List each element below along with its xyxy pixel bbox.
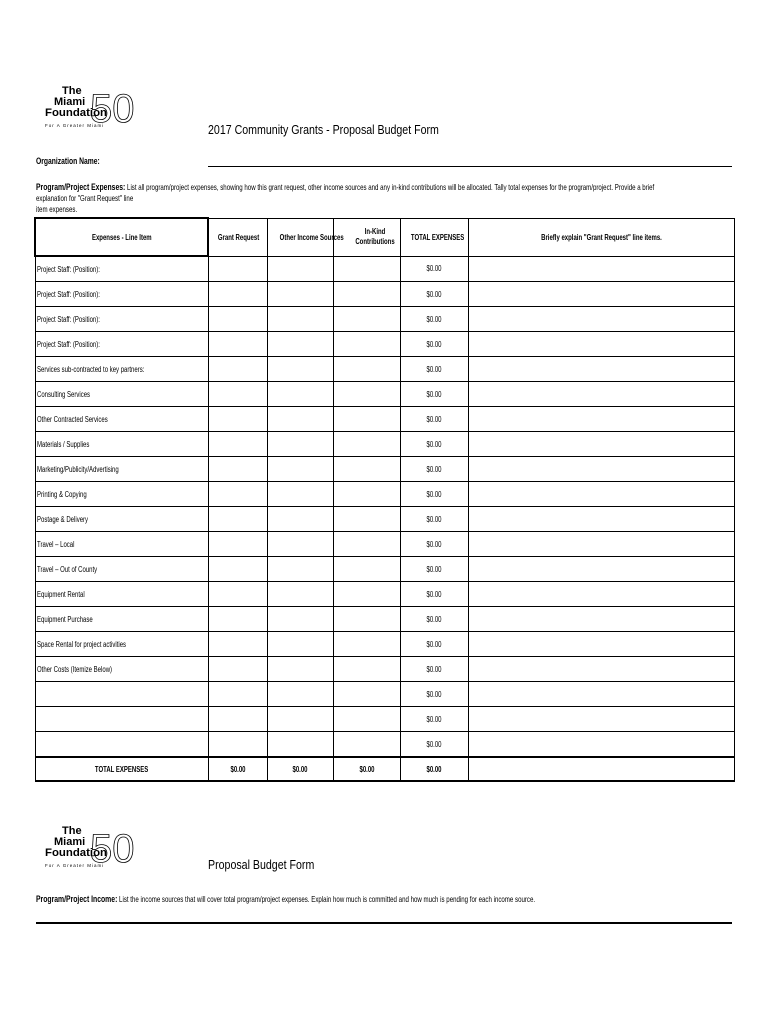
table-header-row <box>35 218 734 256</box>
other-income-cell[interactable] <box>267 457 333 482</box>
explain-cell[interactable] <box>468 557 734 582</box>
explain-cell[interactable] <box>468 682 734 707</box>
table-row <box>35 382 734 407</box>
footer-other-total: $0.00 <box>267 757 333 781</box>
grant-request-cell[interactable] <box>208 482 267 507</box>
total-cell: $0.00 <box>400 357 468 382</box>
footer-inkind-total: $0.00 <box>333 757 400 781</box>
explain-cell[interactable] <box>468 407 734 432</box>
line-item-cell: Travel – Local <box>35 532 208 557</box>
total-cell: $0.00 <box>400 532 468 557</box>
line-item-cell: Space Rental for project activities <box>35 632 208 657</box>
grant-request-cell[interactable] <box>208 357 267 382</box>
expenses-table <box>34 217 735 782</box>
total-cell: $0.00 <box>400 682 468 707</box>
total-cell: $0.00 <box>400 557 468 582</box>
explain-cell[interactable] <box>468 357 734 382</box>
logo2-tagline: For A Greater Miami <box>45 863 105 868</box>
grant-request-cell[interactable] <box>208 407 267 432</box>
grant-request-cell[interactable] <box>208 432 267 457</box>
total-cell: $0.00 <box>400 507 468 532</box>
line-item-cell: Travel – Out of County <box>35 557 208 582</box>
line-item-cell: Equipment Purchase <box>35 607 208 632</box>
total-cell: $0.00 <box>400 732 468 758</box>
line-item-cell <box>35 732 208 758</box>
other-income-cell[interactable] <box>267 682 333 707</box>
explain-cell[interactable] <box>468 307 734 332</box>
grant-request-cell[interactable] <box>208 457 267 482</box>
explain-cell[interactable] <box>468 732 734 758</box>
explain-cell[interactable] <box>468 457 734 482</box>
total-cell: $0.00 <box>400 482 468 507</box>
total-cell: $0.00 <box>400 256 468 282</box>
total-cell: $0.00 <box>400 657 468 682</box>
table-row <box>35 707 734 732</box>
header-grant-request: Grant Request <box>208 218 267 256</box>
total-cell: $0.00 <box>400 632 468 657</box>
explain-cell[interactable] <box>468 382 734 407</box>
other-income-cell[interactable] <box>267 382 333 407</box>
page-title: 2017 Community Grants - Proposal Budget Form <box>208 123 439 137</box>
grant-request-cell[interactable] <box>208 657 267 682</box>
in-kind-cell[interactable] <box>333 457 400 482</box>
other-income-cell[interactable] <box>267 482 333 507</box>
miami-foundation-logo-2 <box>44 820 135 871</box>
grant-request-cell[interactable] <box>208 282 267 307</box>
in-kind-cell[interactable] <box>333 382 400 407</box>
logo-line-2: Miami <box>54 96 86 108</box>
explain-cell[interactable] <box>468 582 734 607</box>
table-row <box>35 557 734 582</box>
grant-request-cell[interactable] <box>208 682 267 707</box>
explain-cell[interactable] <box>468 482 734 507</box>
in-kind-cell[interactable] <box>333 532 400 557</box>
footer-grant-total: $0.00 <box>208 757 267 781</box>
logo-line-3: Foundation <box>45 107 108 119</box>
table-row <box>35 432 734 457</box>
grant-request-cell[interactable] <box>208 707 267 732</box>
other-income-cell[interactable] <box>267 407 333 432</box>
logo-line-1: The <box>62 85 82 97</box>
table-row <box>35 457 734 482</box>
in-kind-cell[interactable] <box>333 432 400 457</box>
grant-request-cell[interactable] <box>208 557 267 582</box>
grant-request-cell[interactable] <box>208 256 267 282</box>
income-section-rule <box>36 922 732 924</box>
logo-tagline: For A Greater Miami <box>45 123 105 128</box>
in-kind-cell[interactable] <box>333 707 400 732</box>
table-row <box>35 307 734 332</box>
in-kind-cell[interactable] <box>333 282 400 307</box>
grant-request-cell[interactable] <box>208 632 267 657</box>
total-cell: $0.00 <box>400 332 468 357</box>
line-item-cell: Printing & Copying <box>35 482 208 507</box>
logo2-line-1: The <box>62 825 82 837</box>
table-footer-row <box>35 757 734 781</box>
other-income-cell[interactable] <box>267 532 333 557</box>
table-row <box>35 682 734 707</box>
grant-request-cell[interactable] <box>208 532 267 557</box>
table-row <box>35 657 734 682</box>
explain-cell[interactable] <box>468 632 734 657</box>
header-explain: Briefly explain "Grant Request" line items. <box>468 218 734 256</box>
explain-cell[interactable] <box>468 657 734 682</box>
in-kind-cell[interactable] <box>333 657 400 682</box>
line-item-cell: Equipment Rental <box>35 582 208 607</box>
in-kind-cell[interactable] <box>333 407 400 432</box>
line-item-cell: Project Staff: (Position): <box>35 282 208 307</box>
explain-cell[interactable] <box>468 532 734 557</box>
grant-request-cell[interactable] <box>208 607 267 632</box>
other-income-cell[interactable] <box>267 432 333 457</box>
in-kind-cell[interactable] <box>333 357 400 382</box>
line-item-cell: Marketing/Publicity/Advertising <box>35 457 208 482</box>
grant-request-cell[interactable] <box>208 582 267 607</box>
in-kind-cell[interactable] <box>333 682 400 707</box>
other-income-cell[interactable] <box>267 582 333 607</box>
in-kind-cell[interactable] <box>333 582 400 607</box>
other-income-cell[interactable] <box>267 657 333 682</box>
other-income-cell[interactable] <box>267 732 333 758</box>
table-row <box>35 332 734 357</box>
expenses-desc-cont: item expenses. <box>36 204 78 214</box>
table-row <box>35 482 734 507</box>
total-cell: $0.00 <box>400 307 468 332</box>
in-kind-cell[interactable] <box>333 557 400 582</box>
explain-cell[interactable] <box>468 507 734 532</box>
explain-cell[interactable] <box>468 332 734 357</box>
line-item-cell: Other Contracted Services <box>35 407 208 432</box>
in-kind-cell[interactable] <box>333 507 400 532</box>
explain-cell[interactable] <box>468 707 734 732</box>
other-income-cell[interactable] <box>267 632 333 657</box>
organization-name-label: Organization Name: <box>36 156 100 166</box>
table-row <box>35 732 734 758</box>
table-row <box>35 632 734 657</box>
explain-cell[interactable] <box>468 607 734 632</box>
table-row <box>35 532 734 557</box>
logo2-line-3: Foundation <box>45 847 108 859</box>
table-row <box>35 407 734 432</box>
total-cell: $0.00 <box>400 432 468 457</box>
line-item-cell <box>35 707 208 732</box>
footer-grand-total: $0.00 <box>400 757 468 781</box>
in-kind-cell[interactable] <box>333 732 400 758</box>
grant-request-cell[interactable] <box>208 507 267 532</box>
table-row <box>35 256 734 282</box>
line-item-cell: Project Staff: (Position): <box>35 307 208 332</box>
other-income-cell[interactable] <box>267 282 333 307</box>
other-income-cell[interactable] <box>267 707 333 732</box>
footer-explain <box>468 757 734 781</box>
line-item-cell <box>35 682 208 707</box>
line-item-cell: Project Staff: (Position): <box>35 256 208 282</box>
line-item-cell: Postage & Delivery <box>35 507 208 532</box>
logo2-line-2: Miami <box>54 836 86 848</box>
other-income-cell[interactable] <box>267 607 333 632</box>
total-cell: $0.00 <box>400 582 468 607</box>
explain-cell[interactable] <box>468 282 734 307</box>
other-income-cell[interactable] <box>267 307 333 332</box>
line-item-cell: Materials / Supplies <box>35 432 208 457</box>
explain-cell[interactable] <box>468 432 734 457</box>
table-row <box>35 582 734 607</box>
organization-name-field[interactable] <box>208 166 732 167</box>
expenses-description <box>36 182 655 215</box>
in-kind-cell[interactable] <box>333 482 400 507</box>
logo2-number: 50 <box>90 827 135 871</box>
income-description <box>36 894 655 905</box>
other-income-cell[interactable] <box>267 357 333 382</box>
line-item-cell: Other Costs (Itemize Below) <box>35 657 208 682</box>
expenses-heading: Program/Project Expenses: <box>36 182 126 193</box>
grant-request-cell[interactable] <box>208 332 267 357</box>
total-cell: $0.00 <box>400 607 468 632</box>
in-kind-cell[interactable] <box>333 632 400 657</box>
header-total-expenses: TOTAL EXPENSES <box>400 218 468 256</box>
page2-title: Proposal Budget Form <box>208 858 315 872</box>
other-income-cell[interactable] <box>267 256 333 282</box>
table-row <box>35 282 734 307</box>
other-income-cell[interactable] <box>267 332 333 357</box>
logo-number: 50 <box>90 87 135 131</box>
grant-request-cell[interactable] <box>208 732 267 758</box>
table-row <box>35 507 734 532</box>
miami-foundation-logo <box>44 80 135 131</box>
total-cell: $0.00 <box>400 382 468 407</box>
in-kind-cell[interactable] <box>333 256 400 282</box>
income-desc-text: List the income sources that will cover total program/project expenses. Explain how much is committed and how much is pending for each income source. <box>119 894 536 904</box>
grant-request-cell[interactable] <box>208 382 267 407</box>
total-cell: $0.00 <box>400 407 468 432</box>
expenses-desc-text: List all program/project expenses, showing how this grant request, other income sources and any in-kind contributions will be allocated. Tally total expenses for the program/project. Provide a brief explanation for "Grant Request" line <box>36 182 655 203</box>
line-item-cell: Project Staff: (Position): <box>35 332 208 357</box>
line-item-cell: Consulting Services <box>35 382 208 407</box>
explain-cell[interactable] <box>468 256 734 282</box>
total-cell: $0.00 <box>400 457 468 482</box>
header-other-income: Other Income Sources <box>267 218 333 256</box>
header-line-item: Expenses - Line Item <box>35 218 208 256</box>
grant-request-cell[interactable] <box>208 307 267 332</box>
in-kind-cell[interactable] <box>333 307 400 332</box>
total-cell: $0.00 <box>400 707 468 732</box>
in-kind-cell[interactable] <box>333 607 400 632</box>
other-income-cell[interactable] <box>267 507 333 532</box>
footer-label: TOTAL EXPENSES <box>35 757 208 781</box>
other-income-cell[interactable] <box>267 557 333 582</box>
in-kind-cell[interactable] <box>333 332 400 357</box>
table-row <box>35 357 734 382</box>
line-item-cell: Services sub-contracted to key partners: <box>35 357 208 382</box>
header-in-kind: In-Kind Contributions <box>333 218 400 256</box>
total-cell: $0.00 <box>400 282 468 307</box>
income-heading: Program/Project Income: <box>36 894 118 905</box>
table-row <box>35 607 734 632</box>
